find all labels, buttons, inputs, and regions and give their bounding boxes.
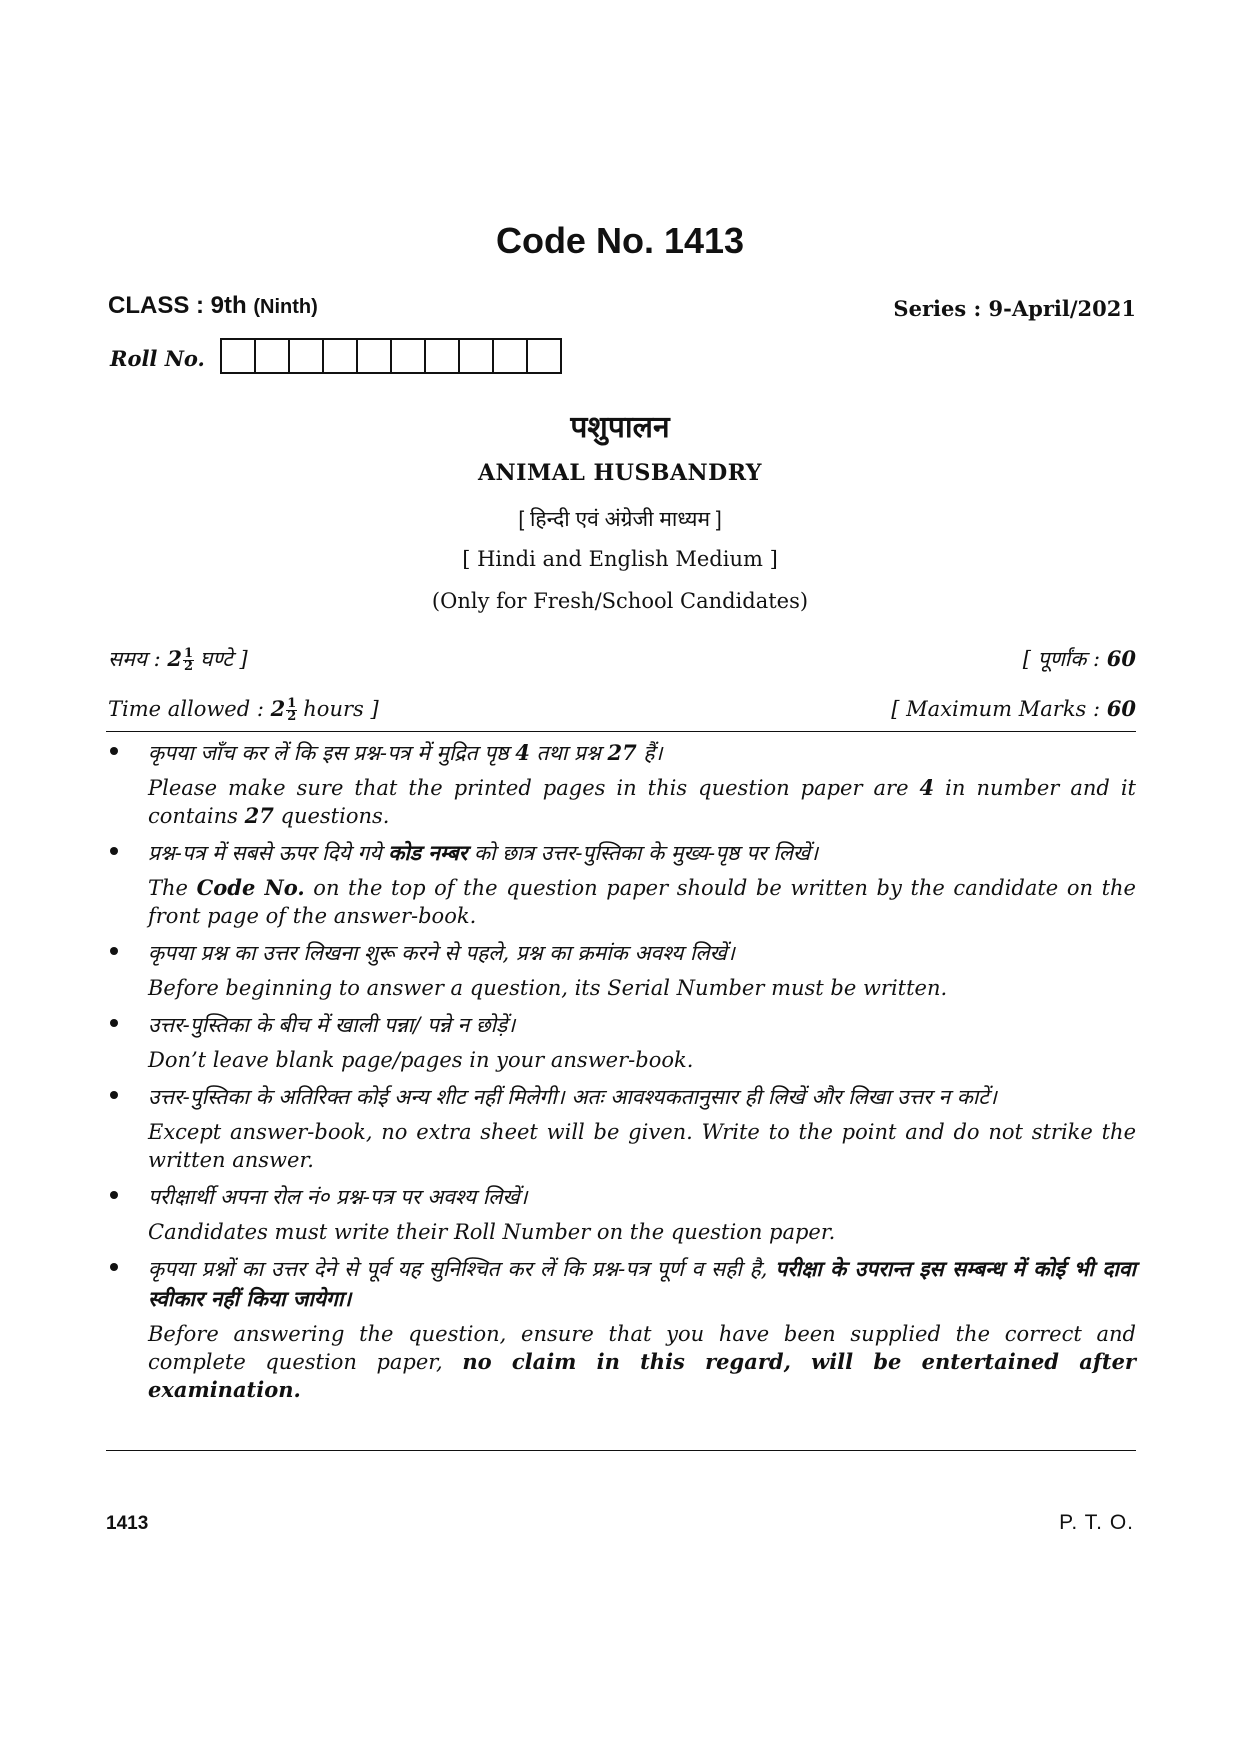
instruction-hindi: कृपया जाँच कर लें कि इस प्रश्न-पत्र में मुद्रित पृष्ठ 4 तथा प्रश्न 27 हैं। — [148, 740, 663, 765]
instruction-item — [106, 738, 1136, 830]
time-hindi — [108, 645, 248, 673]
bullet-icon — [110, 1263, 118, 1271]
footer-code: 1413 — [106, 1513, 149, 1534]
instruction-english: Don’t leave blank page/pages in your answer-book. — [148, 1048, 694, 1072]
time-english-whole: 2 — [270, 696, 286, 721]
instruction-item — [106, 1254, 1136, 1404]
time-english-unit: hours ] — [303, 697, 379, 721]
instruction-hindi: उत्तर-पुस्तिका के बीच में खाली पन्ना/ पन्ने न छोड़ें। — [148, 1013, 516, 1037]
roll-no-box[interactable] — [220, 338, 256, 374]
roll-no-box[interactable] — [526, 338, 562, 374]
bullet-icon — [110, 1019, 118, 1027]
roll-no-label: Roll No. — [110, 346, 205, 371]
roll-no-box[interactable] — [492, 338, 528, 374]
instruction-item — [106, 938, 1136, 1002]
subject-title-hindi: पशुपालन — [570, 411, 670, 444]
roll-no-box[interactable] — [390, 338, 426, 374]
code-number-title: Code No. 1413 — [495, 220, 745, 261]
top-divider — [106, 731, 1136, 732]
roll-no-box[interactable] — [288, 338, 324, 374]
roll-no-box[interactable] — [458, 338, 494, 374]
instruction-english: Before beginning to answer a question, its Serial Number must be written. — [148, 976, 948, 1000]
bullet-icon — [110, 1191, 118, 1199]
roll-no-box[interactable] — [424, 338, 460, 374]
time-english-label: Time allowed : — [108, 697, 271, 721]
bullet-icon — [110, 847, 118, 855]
instruction-item — [106, 1082, 1136, 1174]
marks-english-label: [ Maximum Marks : — [891, 697, 1107, 721]
roll-no-box[interactable] — [322, 338, 358, 374]
instruction-english: The Code No. on the top of the question paper should be written by the candidate on the front page of the answer-book. — [148, 875, 1136, 928]
marks-hindi-label: [ पूर्णांक : — [1022, 647, 1107, 671]
roll-no-box[interactable] — [254, 338, 290, 374]
marks-hindi — [1023, 645, 1136, 673]
time-hindi-whole: 2 — [167, 646, 182, 671]
series-label: Series : 9-April/2021 — [893, 296, 1136, 321]
instruction-hindi: प्रश्न-पत्र में सबसे ऊपर दिये गये कोड नम्बर को छात्र उत्तर-पुस्तिका के मुख्य-पृष्ठ पर लिखें। — [148, 840, 819, 865]
instructions-list — [106, 738, 1136, 1412]
bottom-divider — [106, 1450, 1136, 1451]
instruction-english: Except answer-book, no extra sheet will be given. Write to the point and do not strike the written answer. — [148, 1120, 1136, 1172]
instruction-hindi: उत्तर-पुस्तिका के अतिरिक्त कोई अन्य शीट नहीं मिलेगी। अतः आवश्यकतानुसार ही लिखें और लिखा उत्तर न काटें। — [148, 1085, 997, 1109]
time-hindi-unit: घण्टे ] — [200, 647, 248, 671]
time-english — [108, 696, 379, 723]
time-hindi-fraction: $\frac{1}{2}$ — [184, 646, 194, 674]
instruction-english: Before answering the question, ensure that you have been supplied the correct and complete question paper, no claim in this regard, will be entertained after examination. — [148, 1322, 1136, 1402]
medium-english: [ Hindi and English Medium ] — [462, 547, 778, 571]
bullet-icon — [110, 747, 118, 755]
marks-english-value: 60 — [1106, 696, 1136, 721]
pto-label: P. T. O. — [1059, 1511, 1134, 1534]
candidates-note: (Only for Fresh/School Candidates) — [431, 589, 809, 613]
instruction-english: Please make sure that the printed pages in this question paper are 4 in number and it contains 27 questions. — [148, 775, 1136, 828]
bullet-icon — [110, 947, 118, 955]
class-value: CLASS : 9th — [108, 292, 247, 319]
medium-hindi: [ हिन्दी एवं अंग्रेजी माध्यम ] — [518, 508, 722, 531]
instruction-hindi: कृपया प्रश्न का उत्तर लिखना शुरू करने से पहले, प्रश्न का क्रमांक अवश्य लिखें। — [148, 941, 735, 965]
marks-english — [891, 696, 1136, 721]
instruction-hindi: परीक्षार्थी अपना रोल नं० प्रश्न-पत्र पर अवश्य लिखें। — [148, 1185, 528, 1209]
marks-hindi-value: 60 — [1106, 646, 1136, 671]
instruction-english: Candidates must write their Roll Number on the question paper. — [148, 1220, 836, 1244]
instruction-item — [106, 838, 1136, 930]
instruction-item — [106, 1182, 1136, 1246]
subject-title-english: ANIMAL HUSBANDRY — [477, 460, 763, 486]
instruction-hindi: कृपया प्रश्नों का उत्तर देने से पूर्व यह सुनिश्चित कर लें कि प्रश्न-पत्र पूर्ण व सही है, परीक्षा के उपरान्त इस सम्बन्ध में कोई भी दावा स्वीकार नहीं किया जायेगा। — [148, 1256, 1136, 1311]
instruction-item — [106, 1010, 1136, 1074]
class-label — [108, 292, 318, 320]
time-hindi-label: समय : — [108, 647, 168, 671]
class-paren: (Ninth) — [253, 296, 318, 318]
bullet-icon — [110, 1091, 118, 1099]
roll-no-box[interactable] — [356, 338, 392, 374]
time-english-fraction: $\frac{1}{2}$ — [287, 696, 297, 724]
roll-no-boxes[interactable] — [220, 338, 560, 374]
